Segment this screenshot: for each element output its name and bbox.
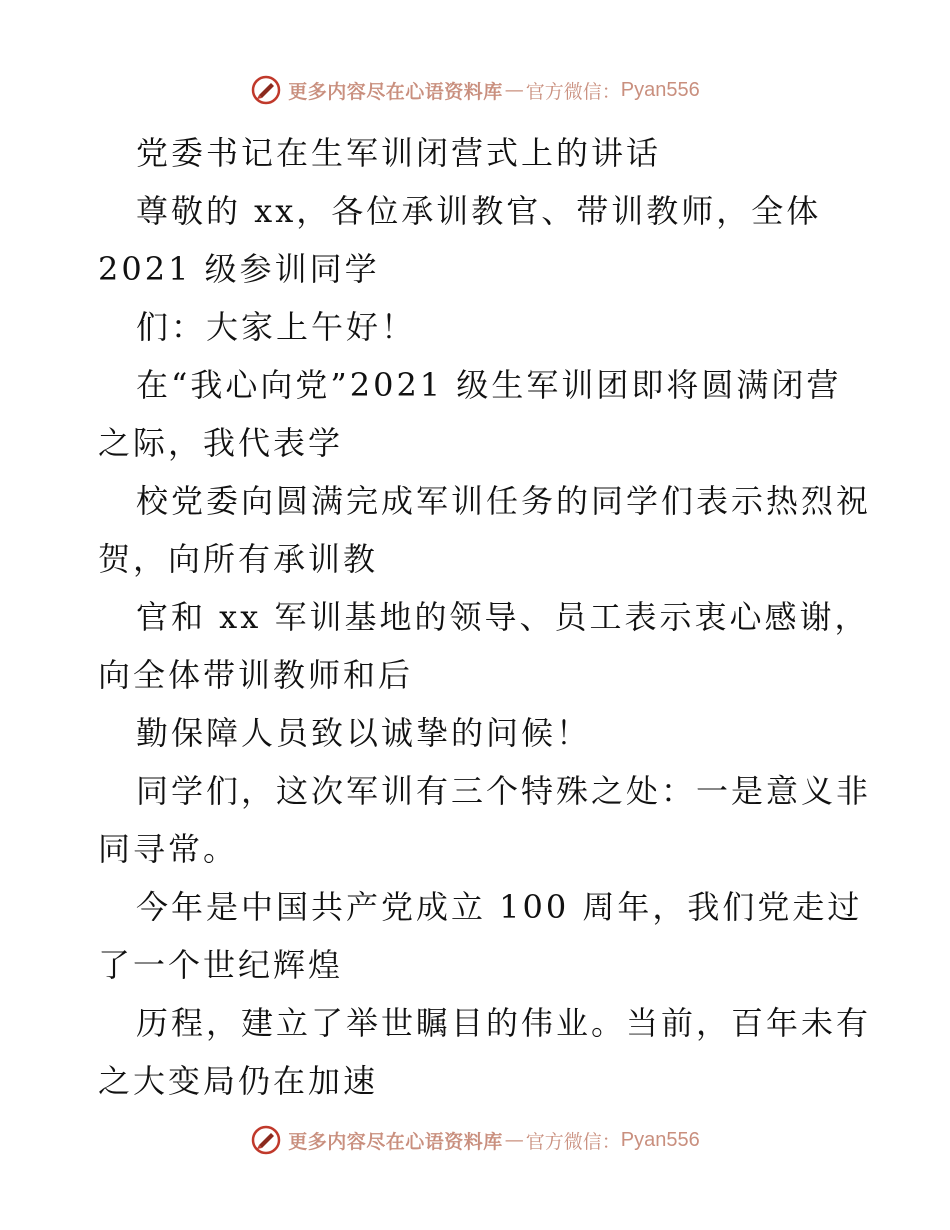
footer-account-id: Pyan556 <box>620 1128 700 1151</box>
body-line: 们：大家上午好！ <box>136 308 417 346</box>
header-banner-text: 更多内容尽在心语资料库 <box>288 80 503 103</box>
body-line: 历程，建立了举世瞩目的伟业。当前，百年未有 <box>136 1004 872 1042</box>
header-account-label: 官方微信： <box>525 80 621 103</box>
body-line: 官和 xx 军训基地的领导、员工表示衷心感谢， <box>136 598 870 636</box>
body-line: 尊敬的 xx，各位承训教官、带训教师，全体 <box>136 192 822 230</box>
body-line: 2021 级参训同学 <box>98 250 380 288</box>
body-line: 之大变局仍在加速 <box>98 1062 379 1100</box>
body-line: 今年是中国共产党成立 100 周年，我们党走过 <box>136 888 863 926</box>
body-line: 了一个世纪辉煌 <box>98 946 344 984</box>
body-line: 同学们，这次军训有三个特殊之处：一是意义非 <box>136 772 872 810</box>
body-line: 校党委向圆满完成军训任务的同学们表示热烈祝 <box>136 482 872 520</box>
brand-logo-icon <box>250 74 282 106</box>
footer-account-label: 官方微信： <box>525 1130 621 1153</box>
document-body <box>98 124 888 1110</box>
header-banner-dash: — <box>504 79 524 101</box>
document-title: 党委书记在生军训闭营式上的讲话 <box>136 134 662 172</box>
body-line: 之际，我代表学 <box>98 424 344 462</box>
body-line: 贺，向所有承训教 <box>98 540 379 578</box>
body-line: 向全体带训教师和后 <box>98 656 414 694</box>
footer-banner-dash: — <box>504 1129 524 1151</box>
body-line: 在“我心向党”2021 级生军训团即将圆满闭营 <box>136 366 842 404</box>
header-banner <box>0 70 950 110</box>
brand-logo-icon <box>250 1124 282 1156</box>
footer-banner <box>0 1120 950 1160</box>
header-account-id: Pyan556 <box>620 78 700 101</box>
body-line: 勤保障人员致以诚挚的问候！ <box>136 714 592 752</box>
body-line: 同寻常。 <box>98 830 239 868</box>
footer-banner-text: 更多内容尽在心语资料库 <box>288 1130 503 1153</box>
